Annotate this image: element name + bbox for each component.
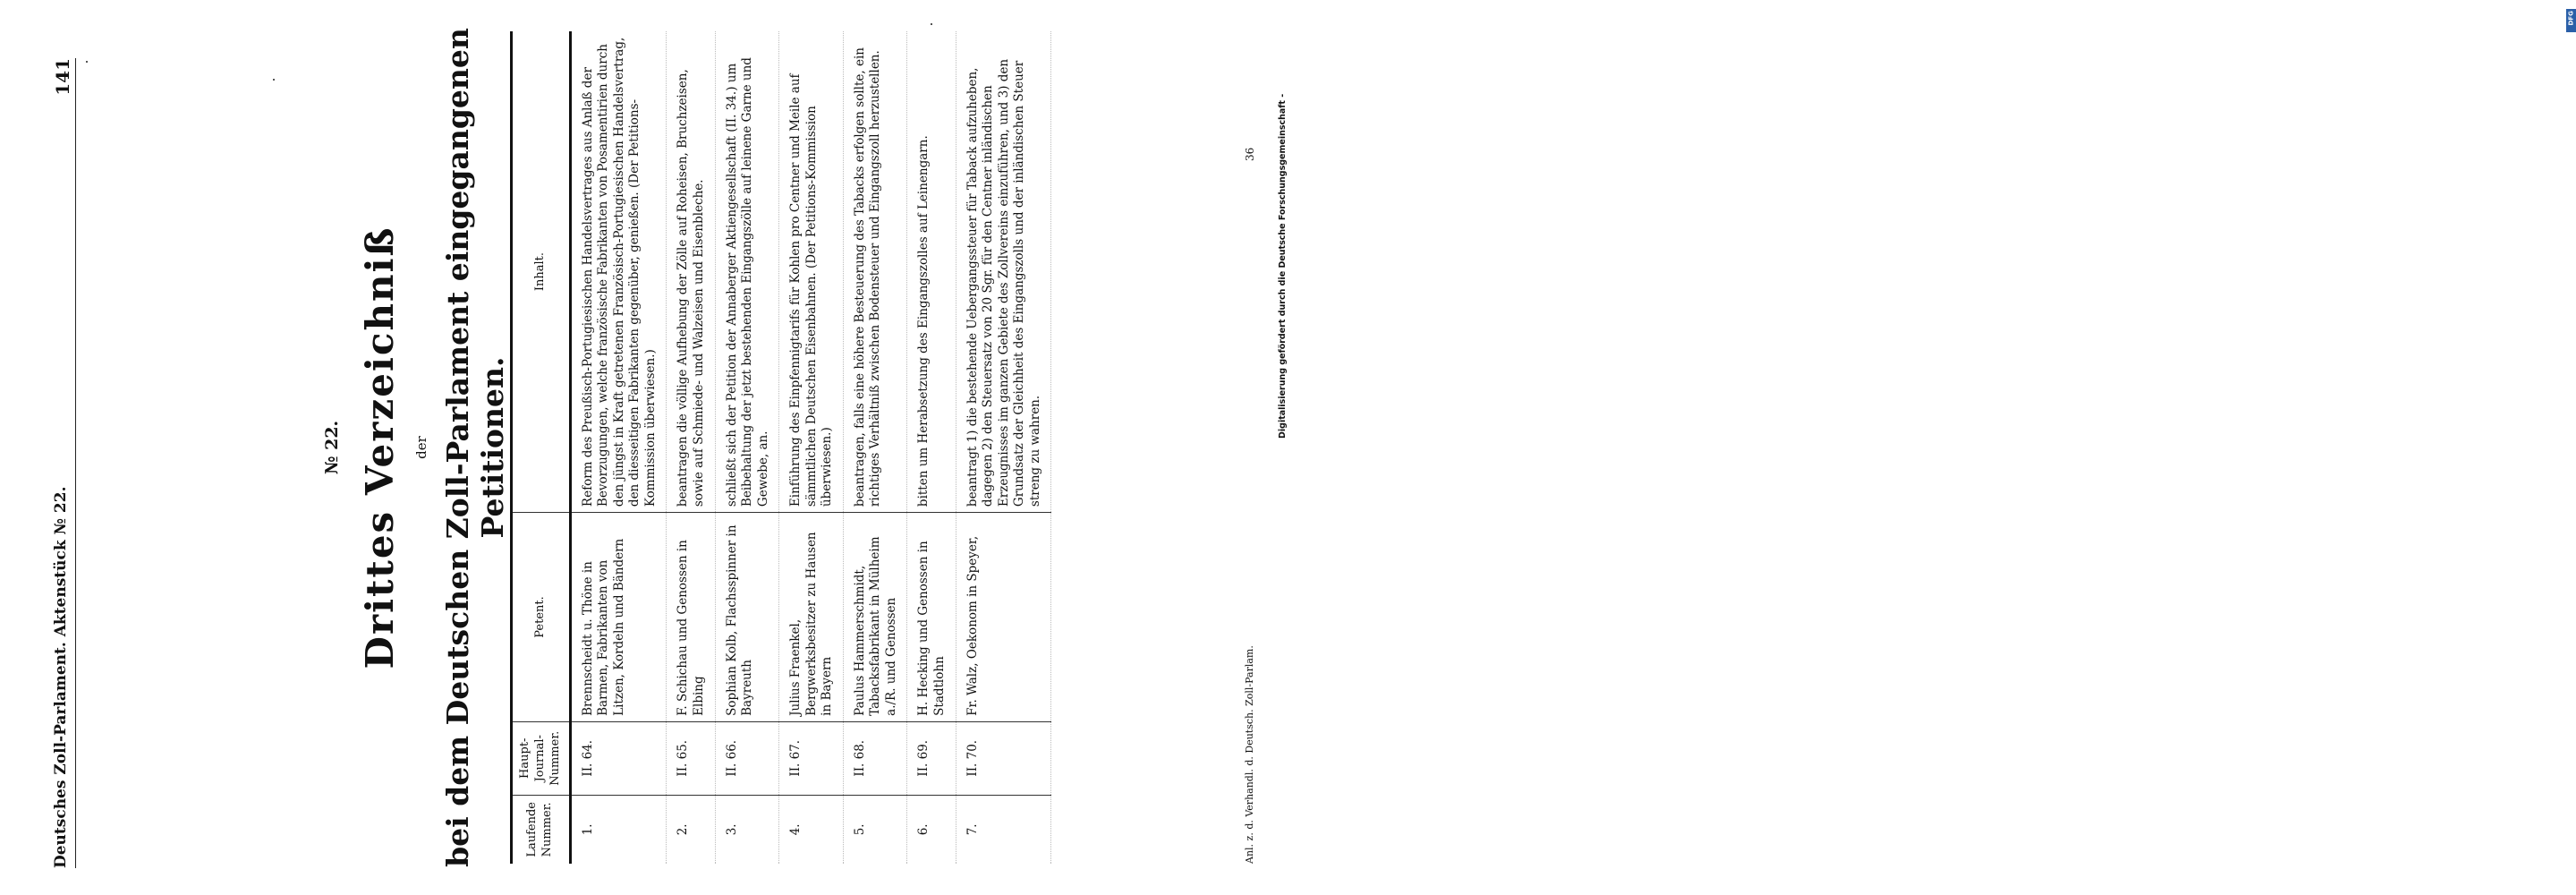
- table-row: [779, 31, 844, 864]
- col-header-petent: Petent.: [512, 513, 571, 722]
- cell-lfd: 2.: [667, 795, 715, 864]
- signature-mark: 36: [1244, 147, 1256, 161]
- header-rule: [75, 58, 76, 868]
- running-header: [52, 58, 75, 868]
- cell-inhalt: schließt sich der Petition der Annaberger Aktiengesellschaft (II. 34.) um Beibehaltung der jetzt bestehenden Eingangszölle auf leinene Garne und Gewebe, an.: [715, 31, 779, 513]
- cell-journal: II. 66.: [715, 721, 779, 795]
- cell-inhalt: beantragen, falls eine höhere Besteuerung des Tabacks erfolgen sollte, ein richtiges Verhältniß zwischen Bodensteuer und Eingangszoll herzustellen.: [843, 31, 907, 513]
- table-row: [570, 31, 667, 864]
- cell-petent: Julius Fraenkel, Bergwerksbesitzer zu Hausen in Bayern: [779, 513, 844, 722]
- document-subtitle: bei dem Deutschen Zoll-Parlament eingegangenen Petitionen.: [440, 28, 510, 867]
- digitization-credit: Digitalisierung gefördert durch die Deutsche Forschungsgemeinschaft -: [1278, 93, 1288, 439]
- scan-speck: [86, 61, 88, 63]
- cell-journal: II. 69.: [907, 721, 956, 795]
- cell-lfd: 7.: [956, 795, 1051, 864]
- header-title: Deutsches Zoll-Parlament. Aktenstück № 22.: [52, 486, 70, 868]
- document-title: Drittes Verzeichniß: [358, 226, 402, 669]
- cell-lfd: 4.: [779, 795, 844, 864]
- cell-lfd: 1.: [570, 795, 667, 864]
- cell-petent: Brennscheidt u. Thöne in Barmen, Fabrikanten von Litzen, Kordeln und Bändern: [570, 513, 667, 722]
- col-header-inhalt: Inhalt.: [512, 31, 571, 513]
- col-header-journal: Haupt-Journal-Nummer.: [512, 721, 571, 795]
- cell-petent: Fr. Walz, Oekonom in Speyer,: [956, 513, 1051, 722]
- footnote: Anl. z. d. Verhandl. d. Deutsch. Zoll-Parlam.: [1244, 645, 1255, 864]
- cell-journal: II. 64.: [570, 721, 667, 795]
- table-row: [956, 31, 1051, 864]
- col-header-lfd: Laufende Nummer.: [512, 795, 571, 864]
- cell-petent: Sophian Kolb, Flachsspinner in Bayreuth: [715, 513, 779, 722]
- page-number: 141: [52, 58, 73, 96]
- cell-lfd: 3.: [715, 795, 779, 864]
- cell-journal: II. 68.: [843, 721, 907, 795]
- cell-inhalt: bitten um Herabsetzung des Eingangszolles auf Leinengarn.: [907, 31, 956, 513]
- cell-inhalt: Reform des Preußisch-Portugiesischen Handelsvertrages aus Anlaß der Bevorzugungen, welche französische Fabrikanten von Posamentirien durch den jüngst in Kraft getretenen Französisch-Portugiesischen Handelsvertrag, den diesseitigen Fabrikanten gegenüber, genießen. (Der Petitions-Kommission überwiesen.): [570, 31, 667, 513]
- title-connector: der: [413, 436, 429, 459]
- petitions-table: [510, 31, 1051, 864]
- table-header-row: [512, 31, 571, 864]
- cell-inhalt: beantragen die völlige Aufhebung der Zölle auf Roheisen, Bruchzeisen, sowie auf Schmiede- und Walzeisen und Eisenbleche.: [667, 31, 715, 513]
- cell-lfd: 5.: [843, 795, 907, 864]
- cell-petent: Paulus Hammerschmidt, Tabacksfabrikant in Mülheim a./R. und Genossen: [843, 513, 907, 722]
- dfg-logo: DFG: [2566, 9, 2576, 32]
- table-row: [843, 31, 907, 864]
- cell-lfd: 6.: [907, 795, 956, 864]
- table-row: [667, 31, 715, 864]
- cell-journal: II. 65.: [667, 721, 715, 795]
- cell-inhalt: Einführung des Einpfennigtarifs für Kohlen pro Centner und Meile auf sämmtlichen Deutschen Eisenbahnen. (Der Petitions-Kommission überwiesen.): [779, 31, 844, 513]
- table-row: [907, 31, 956, 864]
- document-number: № 22.: [322, 420, 342, 475]
- scan-speck: [273, 79, 275, 81]
- cell-petent: F. Schichau und Genossen in Elbing: [667, 513, 715, 722]
- cell-journal: II. 70.: [956, 721, 1051, 795]
- cell-inhalt: beantragt 1) die bestehende Uebergangssteuer für Taback aufzuheben, dagegen 2) den Steuersatz von 20 Sgr. für den Centner inländischen Erzeugnisses im ganzen Gebiete des Zollvereins einzuführen, und 3) den Grundsatz der Gleichheit des Eingangszolls und der inländischen Steuer streng zu wahren.: [956, 31, 1051, 513]
- table-row: [715, 31, 779, 864]
- cell-journal: II. 67.: [779, 721, 844, 795]
- cell-petent: H. Hecking und Genossen in Stadtlohn: [907, 513, 956, 722]
- scan-speck: [931, 23, 932, 25]
